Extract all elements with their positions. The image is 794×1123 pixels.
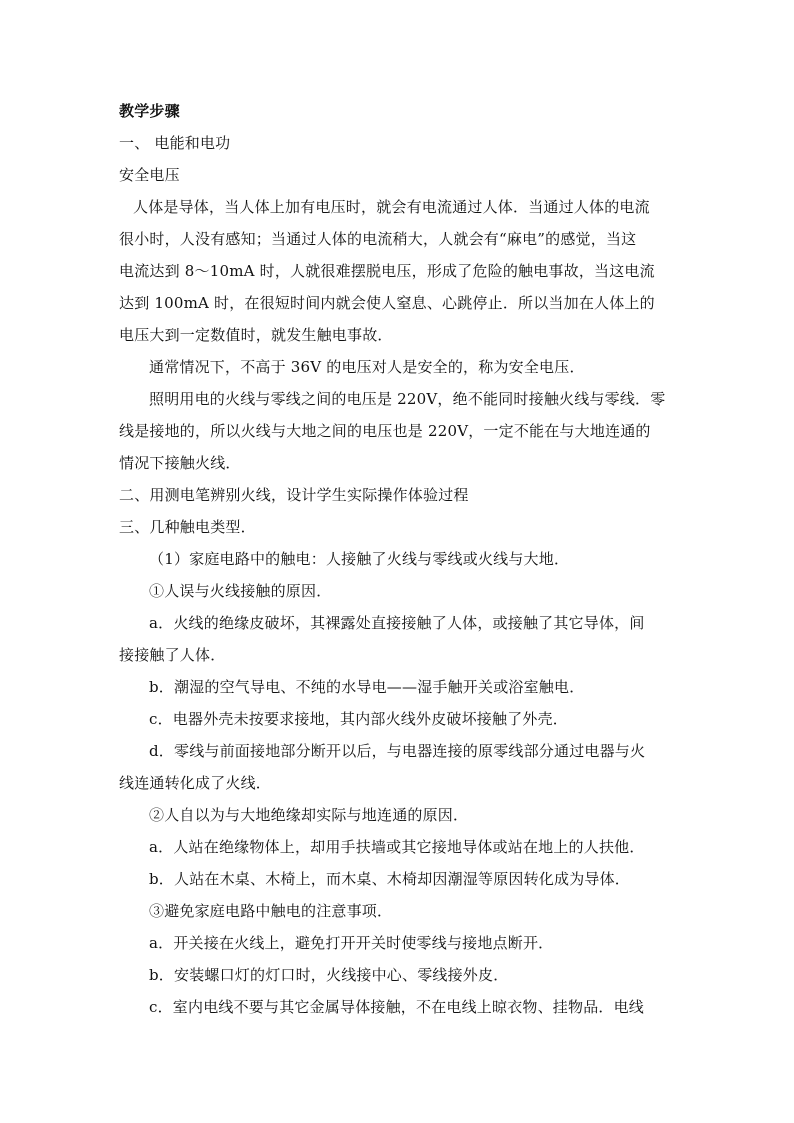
text-line: 人体是导体，当人体上加有电压时，就会有电流通过人体．当通过人体的电流 xyxy=(133,198,650,216)
text-line: b．人站在木桌、木椅上，而木桌、木椅却因潮湿等原因转化成为导体． xyxy=(149,870,631,888)
text-line: 线是接地的，所以火线与大地之间的电压也是 220V，一定不能在与大地连通的 xyxy=(119,422,651,440)
text-line: b．潮湿的空气导电、不纯的水导电——湿手触开关或浴室触电． xyxy=(149,678,585,696)
text-line: 达到 100mA 时，在很短时间内就会使人窒息、心跳停止．所以当加在人体上的 xyxy=(119,294,655,312)
text-line: 三、几种触电类型． xyxy=(119,518,256,536)
text-line: ③避免家庭电路中触电的注意事项． xyxy=(149,902,393,920)
text-line: ②人自以为与大地绝缘却实际与地连通的原因． xyxy=(149,806,469,824)
text-line: a．火线的绝缘皮破坏，其裸露处直接接触了人体，或接触了其它导体，间 xyxy=(149,614,645,632)
text-line: 接接触了人体． xyxy=(119,646,226,664)
text-line: 一、 电能和电功 xyxy=(119,134,231,152)
text-line: 情况下接触火线． xyxy=(119,454,241,472)
text-line: 二、用测电笔辨别火线，设计学生实际操作体验过程 xyxy=(119,486,469,504)
text-line: 安全电压 xyxy=(119,166,180,184)
text-line: a．人站在绝缘物体上，却用手扶墙或其它接地导体或站在地上的人扶他． xyxy=(149,838,645,856)
text-line: 照明用电的火线与零线之间的电压是 220V，绝不能同时接触火线与零线．零 xyxy=(149,390,666,408)
text-line: 电压大到一定数值时，就发生触电事故． xyxy=(119,326,393,344)
text-line: b．安装螺口灯的灯口时，火线接中心、零线接外皮． xyxy=(149,966,509,984)
text-line: 通常情况下，不高于 36V 的电压对人是安全的，称为安全电压． xyxy=(149,358,585,376)
text-line: 很小时，人没有感知；当通过人体的电流稍大，人就会有“麻电”的感觉，当这 xyxy=(119,230,637,248)
text-line: c．室内电线不要与其它金属导体接触，不在电线上晾衣物、挂物品．电线 xyxy=(149,998,645,1016)
text-line: 线连通转化成了火线． xyxy=(119,774,272,792)
text-line: ①人误与火线接触的原因． xyxy=(149,582,332,600)
text-line: 电流达到 8～10mA 时，人就很难摆脱电压，形成了危险的触电事故，当这电流 xyxy=(119,262,655,280)
text-line: （1）家庭电路中的触电：人接触了火线与零线或火线与大地． xyxy=(149,550,570,568)
text-line: a．开关接在火线上，避免打开开关时使零线与接地点断开． xyxy=(149,934,554,952)
text-line: d．零线与前面接地部分断开以后，与电器连接的原零线部分通过电器与火 xyxy=(149,742,646,760)
section-heading: 教学步骤 xyxy=(119,102,180,120)
text-line: c．电器外壳未按要求接地，其内部火线外皮破坏接触了外壳． xyxy=(149,710,569,728)
